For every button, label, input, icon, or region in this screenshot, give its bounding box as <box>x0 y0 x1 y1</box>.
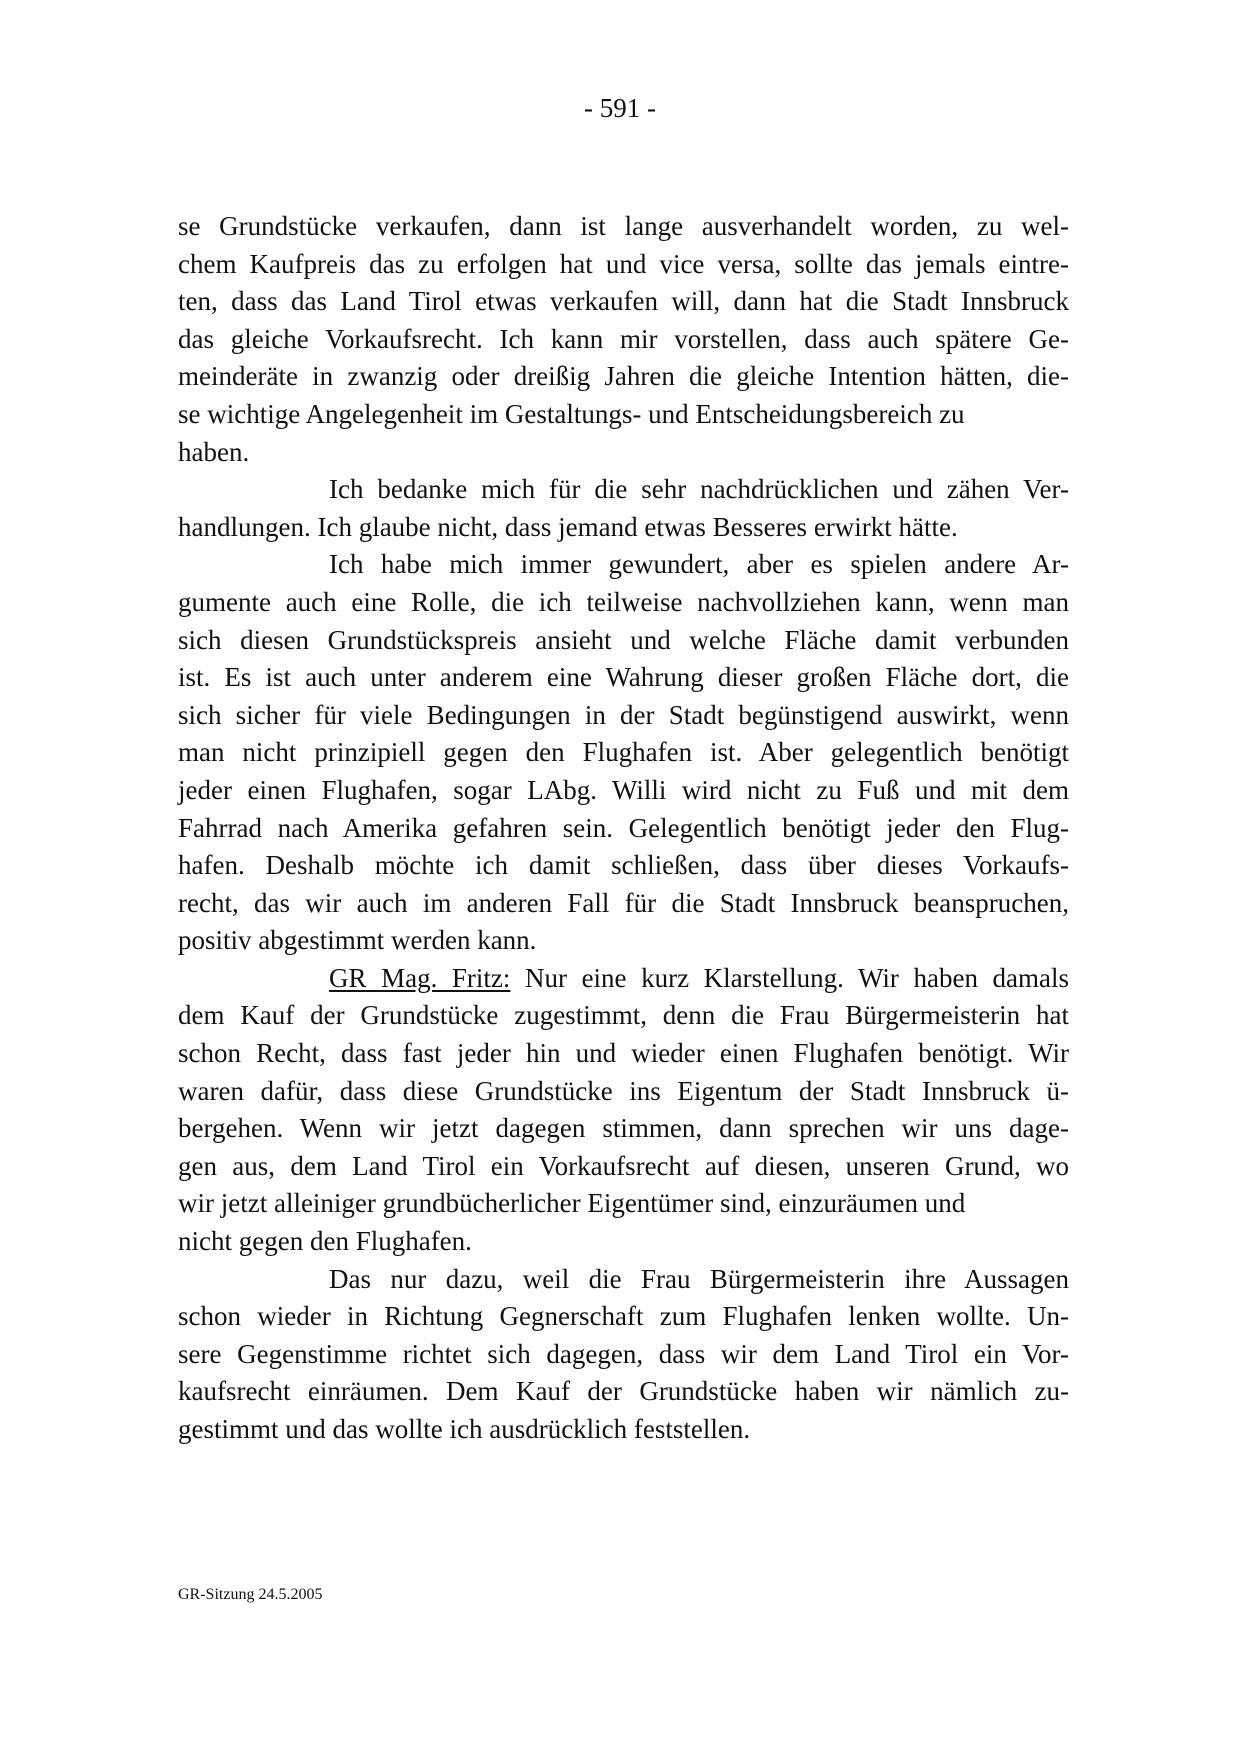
text-line: se Grundstücke verkaufen, dann ist lange ausverhandelt worden, zu wel- <box>178 211 1069 241</box>
text-line: gumente auch eine Rolle, die ich teilweise nachvollziehen kann, wenn man <box>178 586 1069 617</box>
text-line: sich diesen Grundstückspreis ansieht und welche Fläche damit verbunden <box>178 624 1069 655</box>
text-line: hafen. Deshalb möchte ich damit schließen, dass über dieses Vorkaufs- <box>178 850 1069 881</box>
text-line: schon Recht, dass fast jeder hin und wieder einen Flughafen benötigt. Wir <box>178 1038 1069 1069</box>
text-line: meinderäte in zwanzig oder dreißig Jahren die gleiche Intention hätten, die- <box>178 361 1069 392</box>
text-line <box>178 960 1069 998</box>
text-line: gen aus, dem Land Tirol ein Vorkaufsrecht auf diesen, unseren Grund, wo <box>178 1150 1069 1181</box>
text-line: das gleiche Vorkaufsrecht. Ich kann mir vorstellen, dass auch spätere Ge- <box>178 323 1069 354</box>
speaker-name: GR Mag. Fritz: <box>329 962 511 993</box>
text-line: Ich habe mich immer gewundert, aber es spielen andere Ar- <box>329 549 1069 580</box>
text-line: nicht gegen den Flughafen. <box>178 1226 472 1257</box>
document-body <box>178 208 1069 1449</box>
text-line: wir jetzt alleiniger grundbücherlicher Eigentümer sind, einzuräumen und <box>178 1188 966 1219</box>
text-line: ten, dass das Land Tirol etwas verkaufen will, dann hat die Stadt Innsbruck <box>178 286 1069 317</box>
text-line: Ich bedanke mich für die sehr nachdrücklichen und zähen Ver- <box>329 474 1069 505</box>
footer-session-date: GR-Sitzung 24.5.2005 <box>178 1586 323 1603</box>
text-line: sich sicher für viele Bedingungen in der Stadt begünstigend auswirkt, wenn <box>178 699 1069 730</box>
text-line: ist. Es ist auch unter anderem eine Wahrung dieser großen Fläche dort, die <box>178 662 1069 693</box>
text-line: haben. <box>178 436 250 467</box>
paragraph <box>178 471 1069 546</box>
text-line: gestimmt und das wollte ich ausdrücklich feststellen. <box>178 1414 751 1444</box>
text-line: chem Kaufpreis das zu erfolgen hat und vice versa, sollte das jemals eintre- <box>178 248 1069 279</box>
paragraph <box>178 208 1069 471</box>
paragraph <box>178 960 1069 1261</box>
text-line: sere Gegenstimme richtet sich dagegen, dass wir dem Land Tirol ein Vor- <box>178 1338 1069 1369</box>
paragraph <box>178 546 1069 960</box>
page-number: - 591 - <box>584 93 656 123</box>
paragraph <box>178 1261 1069 1449</box>
text-line: recht, das wir auch im anderen Fall für die Stadt Innsbruck beanspruchen, <box>178 887 1069 918</box>
text-line: positiv abgestimmt werden kann. <box>178 925 537 956</box>
text-line: Fahrrad nach Amerika gefahren sein. Gelegentlich benötigt jeder den Flug- <box>178 812 1069 843</box>
text-line: jeder einen Flughafen, sogar LAbg. Willi wird nicht zu Fuß und mit dem <box>178 774 1069 805</box>
text-line: waren dafür, dass diese Grundstücke ins Eigentum der Stadt Innsbruck ü- <box>178 1075 1069 1106</box>
text-fragment: Nur eine kurz Klarstellung. Wir haben damals <box>510 962 1070 993</box>
text-line: se wichtige Angelegenheit im Gestaltungs- und Entscheidungsbereich zu <box>178 398 965 429</box>
text-line: handlungen. Ich glaube nicht, dass jemand etwas Besseres erwirkt hätte. <box>178 511 958 542</box>
text-line: kaufsrecht einräumen. Dem Kauf der Grundstücke haben wir nämlich zu- <box>178 1376 1069 1407</box>
text-line: bergehen. Wenn wir jetzt dagegen stimmen, dann sprechen wir uns dage- <box>178 1113 1069 1144</box>
text-line: schon wieder in Richtung Gegnerschaft zum Flughafen lenken wollte. Un- <box>178 1301 1069 1332</box>
text-line: Das nur dazu, weil die Frau Bürgermeisterin ihre Aussagen <box>329 1263 1069 1294</box>
text-line: dem Kauf der Grundstücke zugestimmt, denn die Frau Bürgermeisterin hat <box>178 1000 1069 1031</box>
text-line: man nicht prinzipiell gegen den Flughafen ist. Aber gelegentlich benötigt <box>178 737 1069 768</box>
